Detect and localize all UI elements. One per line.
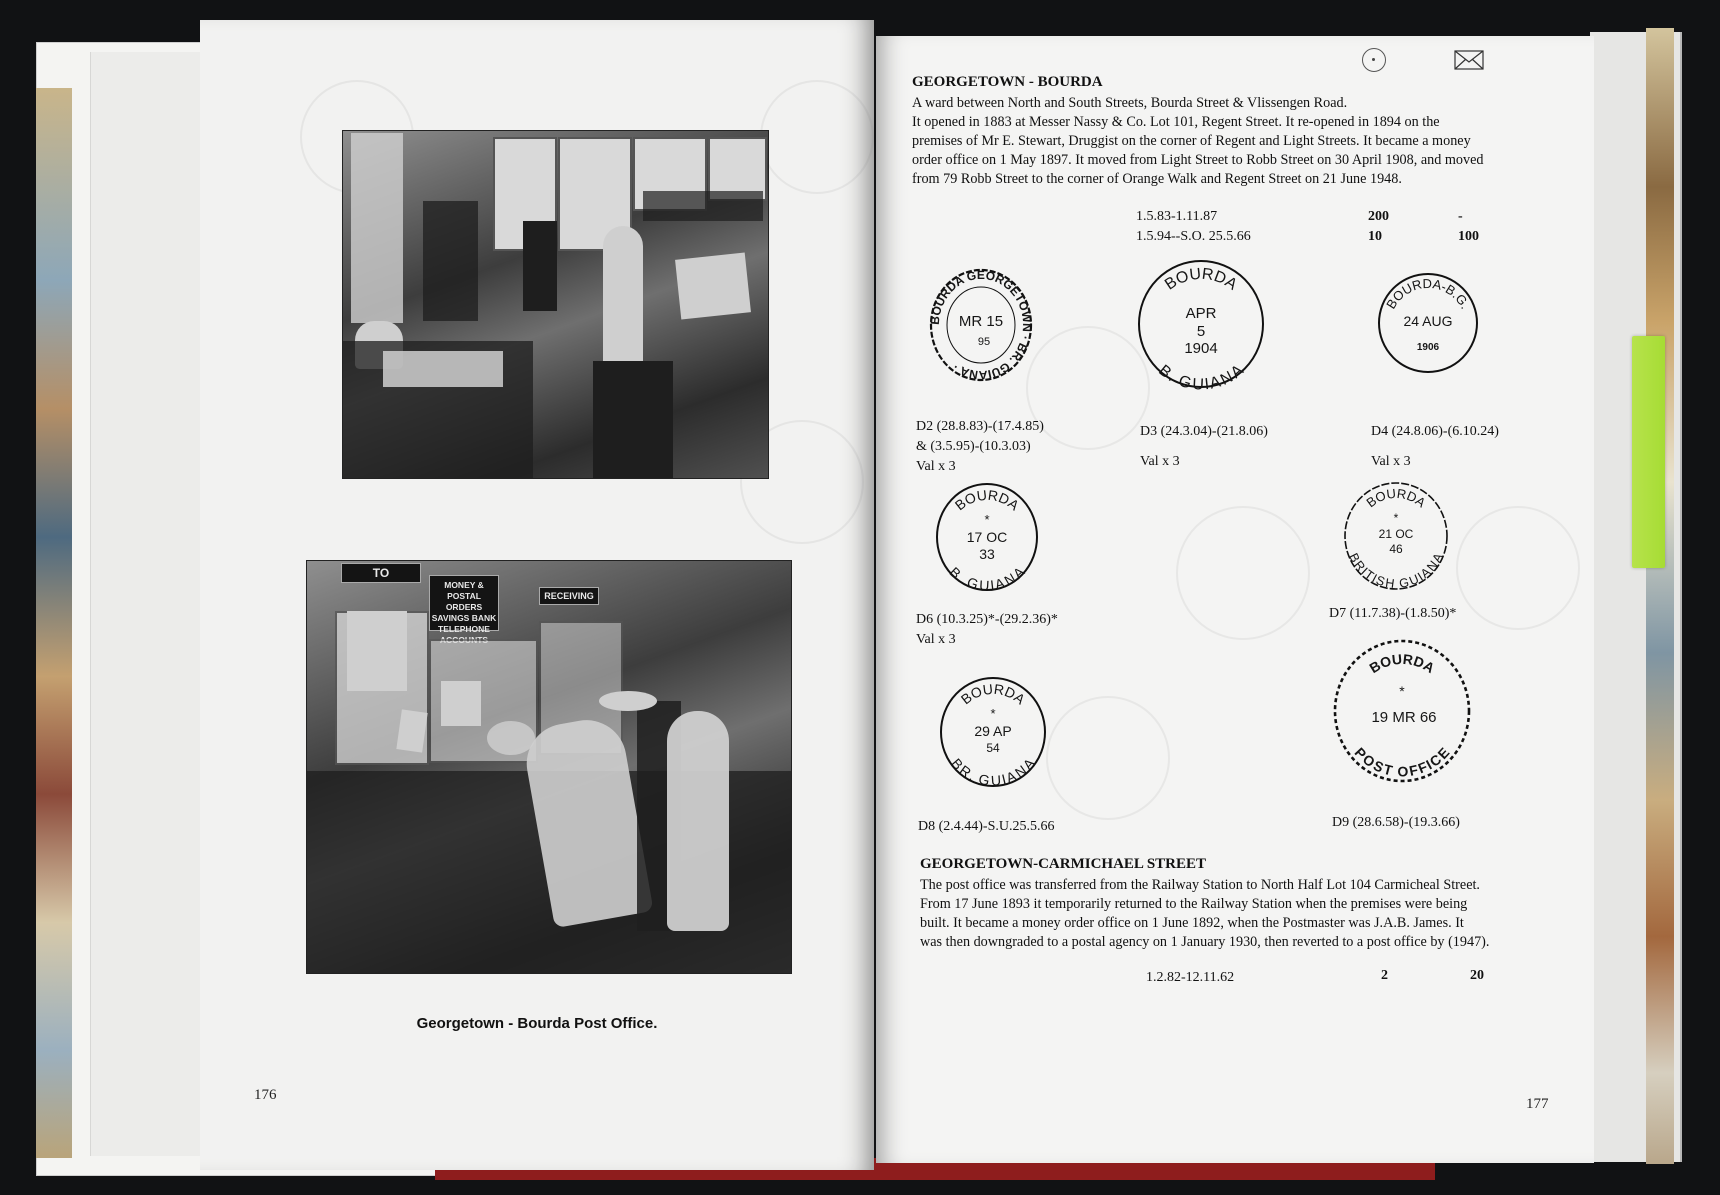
postmark-d8-year: 54 — [986, 741, 1000, 755]
postmark-d3-day: 5 — [1196, 323, 1206, 340]
postmark-d7-date: 21 OC — [1378, 527, 1414, 541]
show-through-mark — [760, 80, 874, 194]
value-cell: 20 — [1470, 968, 1484, 983]
post-office-counter-photo — [306, 560, 792, 974]
svg-text:BOURDA-B.G. — [1383, 276, 1473, 311]
postmark-d4-year: 1906 — [1416, 342, 1440, 353]
value-cell: 2 — [1381, 968, 1388, 983]
show-through-mark — [1176, 506, 1310, 640]
value-cell: 100 — [1458, 229, 1479, 244]
postmark-label: D8 (2.4.44)-S.U.25.5.66 — [918, 819, 1055, 834]
postmark-d7-caption — [1329, 606, 1456, 622]
svg-text:BRITISH GUIANA — [1346, 550, 1446, 591]
postmark-d6-caption — [916, 610, 1058, 650]
postmark-label: D7 (11.7.38)-(1.8.50)* — [1329, 606, 1457, 621]
postmark-d3-ring-top: BOURDA — [1162, 265, 1240, 294]
paragraph-line: A ward between North and South Streets, Bourda Street & Vlissengen Road. — [912, 95, 1348, 111]
postmark-label: Val x 3 — [916, 632, 956, 647]
page-stack-left — [90, 52, 211, 1156]
postmark-d8-star: * — [990, 706, 996, 721]
show-through-mark — [1456, 506, 1580, 630]
postmark-d3-year: 1904 — [1184, 340, 1218, 357]
postmark-d4-caption — [1371, 417, 1499, 477]
postmark-label: & (3.5.95)-(10.3.03) — [916, 439, 1031, 454]
paragraph-line: The post office was transferred from the Railway Station to North Half Lot 104 Carmicheal Street. — [920, 877, 1480, 893]
cover-illustration-right — [1646, 28, 1674, 1164]
postmark-d3-ring-bottom: B. GUIANA — [1155, 361, 1247, 390]
postmark-label: D4 (24.8.06)-(6.10.24) — [1371, 424, 1499, 439]
postmark-d9 — [1332, 638, 1472, 789]
sign-money-orders: MONEY & POSTAL ORDERS SAVINGS BANK TELEPHONE — [429, 575, 499, 631]
postmark-d2-date: MR 15 — [958, 313, 1004, 330]
postmark-d9-date: 19 MR 66 — [1371, 709, 1437, 726]
sign-receiving: RECEIVING — [539, 587, 599, 605]
paragraph-line: It opened in 1883 at Messer Nassy & Co. Lot 101, Regent Street. It re-opened in 1894 on the — [912, 114, 1440, 130]
section-heading-carmichael: GEORGETOWN-CARMICHAEL STREET — [920, 856, 1207, 872]
postmark-label: D9 (28.6.58)-(19.3.66) — [1332, 815, 1460, 830]
postmark-d4-ring-top: BOURDA-B.G. — [1383, 275, 1474, 312]
svg-text:BOURDA — [1366, 651, 1437, 676]
postmark-label: D3 (24.3.04)-(21.8.06) — [1140, 424, 1268, 439]
green-bookmark-tab — [1632, 336, 1665, 568]
postmark-d2-caption — [916, 417, 1044, 477]
value-cell: 200 — [1368, 209, 1389, 224]
postmark-d9-star: * — [1399, 683, 1405, 699]
postmark-d9-caption — [1332, 815, 1460, 831]
paragraph-line: was then downgraded to a postal agency on 1 January 1930, then reverted to a post office by (1947). — [920, 934, 1490, 950]
postmark-d7-year: 46 — [1389, 542, 1403, 556]
date-range: 1.5.83-1.11.87 — [1136, 209, 1218, 224]
postmark-d2-ring: BOURDA GEORGETOWN · BR. GUIANA · — [927, 267, 1035, 383]
postmark-d7-star: * — [1393, 511, 1399, 525]
paragraph-line: from 79 Robb Street to the corner of Orange Walk and Regent Street on 21 June 1948. — [912, 171, 1402, 187]
svg-text:B. GUIANA — [946, 563, 1027, 592]
section-heading-bourda: GEORGETOWN - BOURDA — [912, 74, 1103, 90]
left-page — [200, 20, 874, 1170]
value-column-2 — [1368, 207, 1389, 247]
sign-to: TO — [341, 563, 421, 583]
postmark-d8-ring-bottom: BR. GUIANA — [948, 755, 1038, 788]
postmark-d8-date: 29 AP — [974, 723, 1012, 739]
postmark-d7-ring-bottom: BRITISH GUIANA — [1346, 550, 1446, 591]
postmark-d7-ring-top: BOURDA — [1363, 485, 1429, 511]
svg-text:POST OFFICE — [1352, 744, 1453, 779]
paragraph-line: order office on 1 May 1897. It moved from Light Street to Robb Street on 30 April 1908, and moved — [912, 152, 1484, 168]
postmark-d6-ring-bottom: B. GUIANA — [946, 563, 1028, 592]
postmark-label: Val x 3 — [1140, 454, 1180, 469]
postmark-d8-caption — [918, 819, 1055, 835]
date-range: 1.5.94--S.O. 25.5.66 — [1136, 229, 1251, 244]
show-through-mark — [1026, 326, 1150, 450]
paragraph-line: From 17 June 1893 it temporarily returned to the Railway Station when the premises were being — [920, 896, 1468, 912]
postmark-d3-caption — [1140, 417, 1268, 477]
value-column-3 — [1458, 207, 1479, 247]
post-office-interior-photo — [342, 130, 769, 479]
date-range-column — [1136, 207, 1251, 247]
section-paragraph-bourda — [912, 94, 1562, 189]
postmark-d2 — [926, 266, 1036, 389]
page-number-left: 176 — [254, 1087, 277, 1103]
postmark-d9-ring-top: BOURDA — [1366, 650, 1438, 677]
postmark-d4-date: 24 AUG — [1403, 313, 1453, 329]
cover-illustration-left — [36, 88, 72, 1158]
postmark-label: Val x 3 — [1371, 454, 1411, 469]
postmark-d6-date: 17 OC — [966, 529, 1008, 545]
postmark-d6-ring-top: BOURDA — [951, 486, 1023, 514]
circle-mark-icon — [1362, 48, 1386, 72]
postmark-d7 — [1342, 480, 1450, 597]
postmark-label: D6 (10.3.25)*-(29.2.36)* — [916, 612, 1058, 627]
envelope-icon — [1454, 50, 1484, 75]
date-range: 1.2.82-12.11.62 — [1146, 970, 1235, 985]
page-number-right: 177 — [1526, 1096, 1549, 1112]
postmark-d8-ring-top: BOURDA — [957, 680, 1029, 708]
svg-text:BOURDA — [1363, 486, 1428, 511]
postmark-d4 — [1376, 270, 1480, 381]
section-paragraph-carmichael — [920, 876, 1560, 952]
photo-caption: Georgetown - Bourda Post Office. — [416, 1015, 658, 1032]
show-through-mark — [1046, 696, 1170, 820]
postmark-d8 — [938, 676, 1048, 793]
right-page — [876, 36, 1594, 1163]
postmark-d6-year: 33 — [979, 546, 995, 562]
svg-text:BR. GUIANA — [948, 755, 1038, 788]
value-cell: - — [1458, 209, 1463, 224]
postmark-d2-year: 95 — [977, 336, 991, 348]
value-cell: 10 — [1368, 229, 1382, 244]
paragraph-line: built. It became a money order office on 1 June 1892, when the Postmaster was J.A.B. James. It — [920, 915, 1464, 931]
postmark-d6 — [934, 482, 1040, 597]
postmark-d6-star: * — [984, 512, 990, 527]
postmark-d9-ring-bottom: POST OFFICE — [1351, 744, 1453, 780]
postmark-d3-month: APR — [1185, 305, 1217, 322]
svg-text:B. GUIANA — [1155, 362, 1247, 390]
postmark-label: Val x 3 — [916, 459, 956, 474]
svg-text:BOURDA — [1162, 266, 1240, 294]
paragraph-line: premises of Mr E. Stewart, Druggist on the corner of Regent and Light Streets. It became a money — [912, 133, 1471, 149]
postmark-label: D2 (28.8.83)-(17.4.85) — [916, 419, 1044, 434]
postmark-d3 — [1136, 258, 1266, 395]
